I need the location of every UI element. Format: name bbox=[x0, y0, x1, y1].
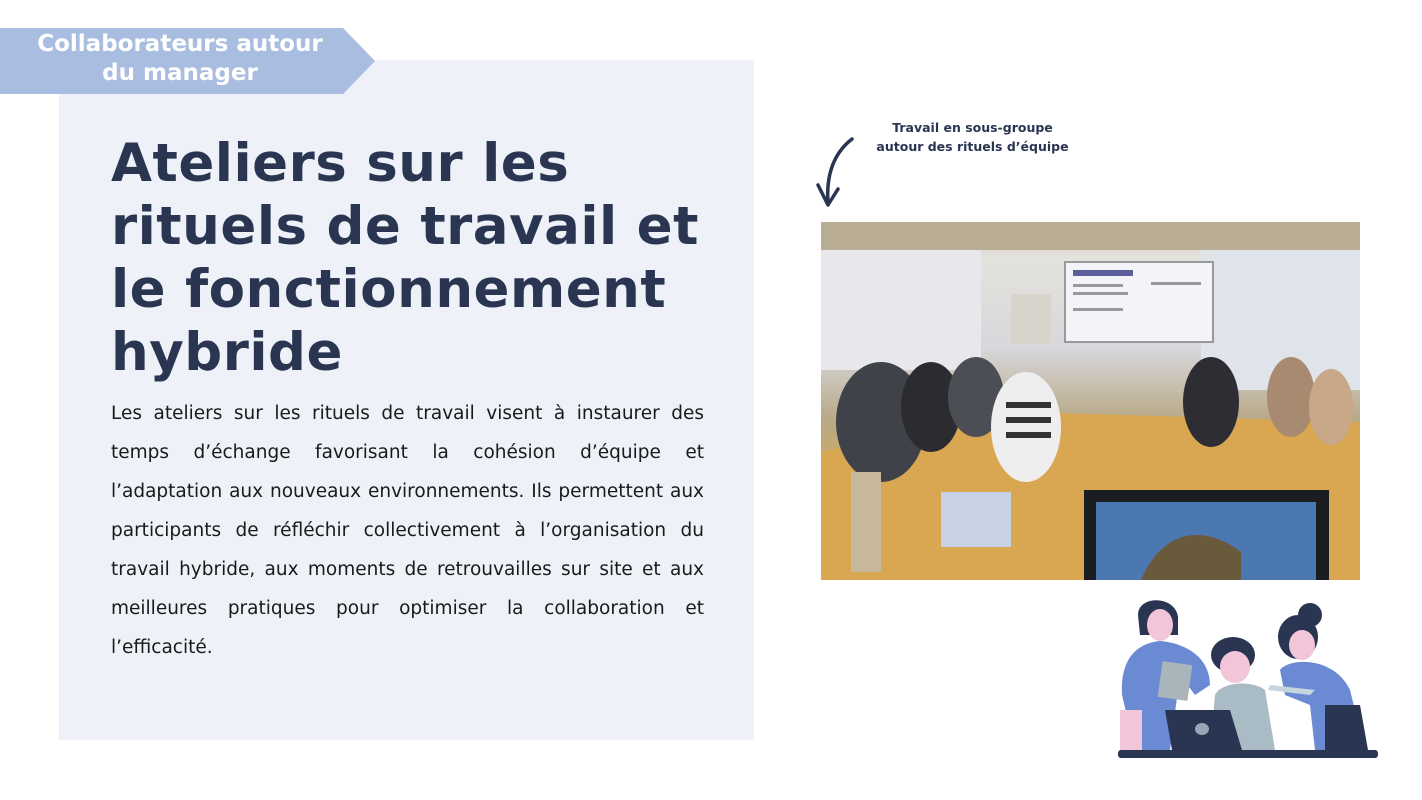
section-tag-line2: du manager bbox=[102, 60, 258, 86]
page-title: Ateliers sur les rituels de travail et le fonctionnement hybride bbox=[111, 133, 699, 383]
team-illustration bbox=[1110, 595, 1385, 765]
workshop-photo bbox=[821, 222, 1360, 580]
arrow-down-icon bbox=[812, 135, 857, 210]
body-text: Les ateliers sur les rituels de travail visent à instaurer des temps d’échange favorisant la cohésion d’équipe et l’adaptation aux nouveaux environnements. Ils permettent aux participants de réfléchir collectivement à l’organisation du travail hybride, aux moments de retrouvailles sur site et aux meilleures pratiques pour optimiser la collaboration et l’efficacité. bbox=[111, 403, 704, 658]
section-tag-label bbox=[0, 30, 360, 88]
section-tag-line1: Collaborateurs autour bbox=[37, 31, 323, 57]
caption-line1: Travail en sous-groupe bbox=[892, 120, 1053, 135]
photo-caption bbox=[860, 118, 1085, 156]
caption-line2: autour des rituels d’équipe bbox=[876, 139, 1069, 154]
